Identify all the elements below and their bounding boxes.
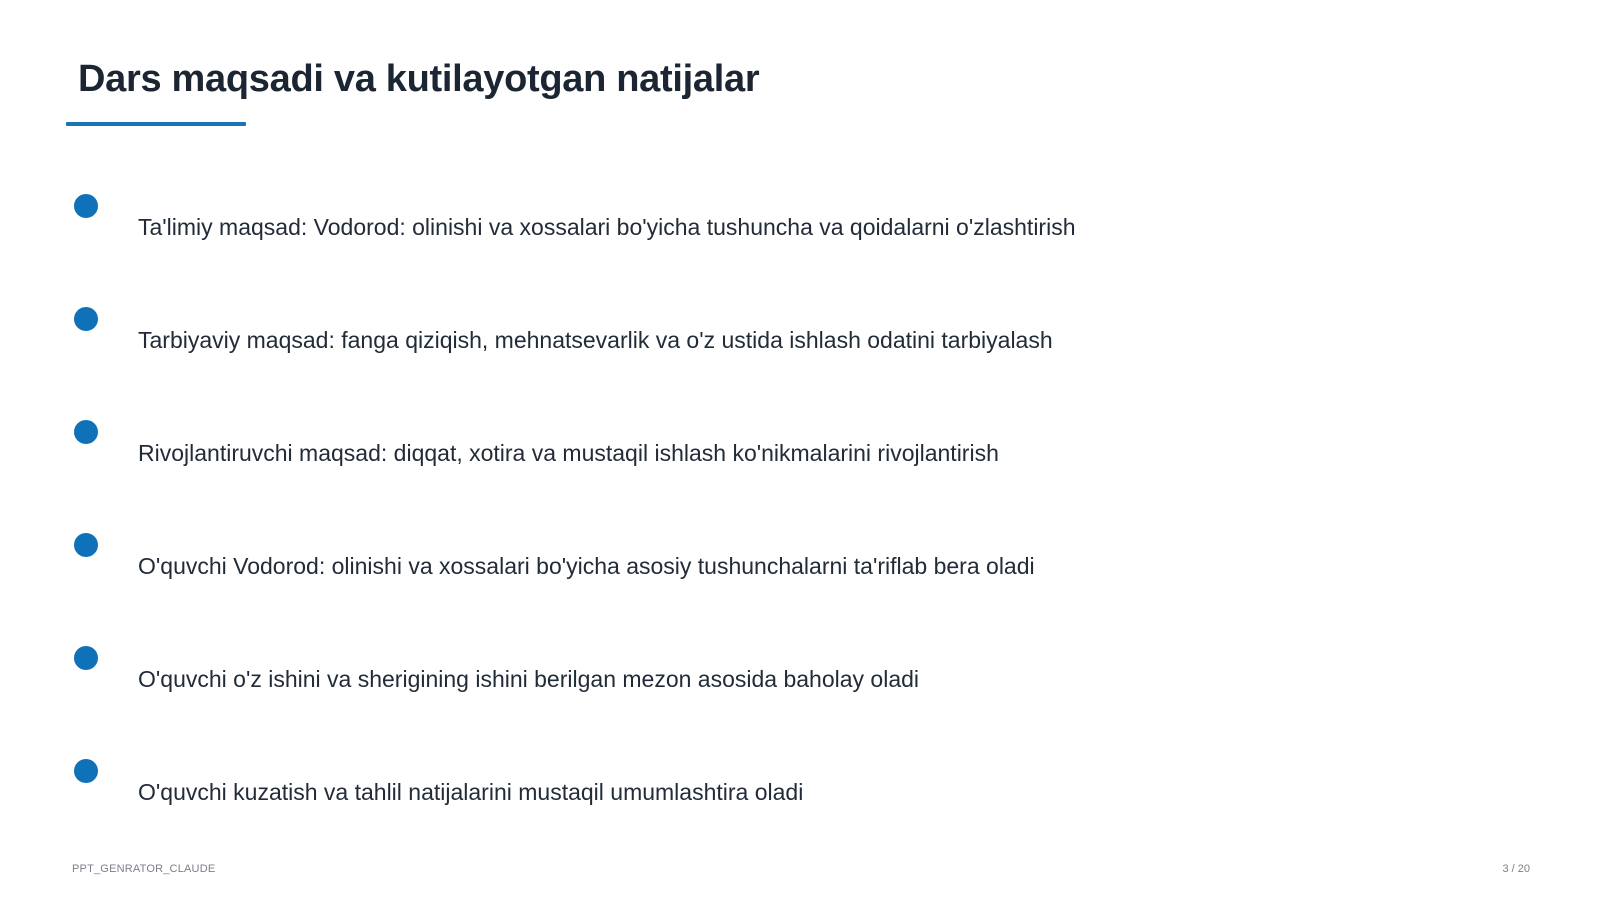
list-item xyxy=(0,759,1600,859)
bullet-text: O'quvchi o'z ishini va sherigining ishini berilgan mezon asosida baholay oladi xyxy=(138,666,920,692)
bullet-dot-icon xyxy=(74,646,98,670)
bullet-text: Ta'limiy maqsad: Vodorod: olinishi va xossalari bo'yicha tushuncha va qoidalarni o'zlashtirish xyxy=(138,214,1076,240)
bullet-text: O'quvchi kuzatish va tahlil natijalarini mustaqil umumlashtira oladi xyxy=(138,779,804,805)
footer-generator-label: PPT_GENRATOR_CLAUDE xyxy=(72,863,216,875)
bullet-dot-icon xyxy=(74,307,98,331)
page-number: 3 / 20 xyxy=(1502,863,1530,875)
bullet-text: Tarbiyaviy maqsad: fanga qiziqish, mehnatsevarlik va o'z ustida ishlash odatini tarbiyalash xyxy=(138,327,1053,353)
list-item xyxy=(0,533,1600,633)
slide-title: Dars maqsadi va kutilayotgan natijalar xyxy=(78,58,760,100)
list-item xyxy=(0,646,1600,746)
bullet-text: O'quvchi Vodorod: olinishi va xossalari bo'yicha asosiy tushunchalarni ta'riflab bera oladi xyxy=(138,553,1035,579)
bullet-dot-icon xyxy=(74,420,98,444)
list-item xyxy=(0,420,1600,520)
bullet-dot-icon xyxy=(74,194,98,218)
bullet-text: Rivojlantiruvchi maqsad: diqqat, xotira va mustaqil ishlash ko'nikmalarini rivojlantirish xyxy=(138,440,999,466)
list-item xyxy=(0,194,1600,294)
list-item xyxy=(0,307,1600,407)
bullet-dot-icon xyxy=(74,759,98,783)
bullet-dot-icon xyxy=(74,533,98,557)
